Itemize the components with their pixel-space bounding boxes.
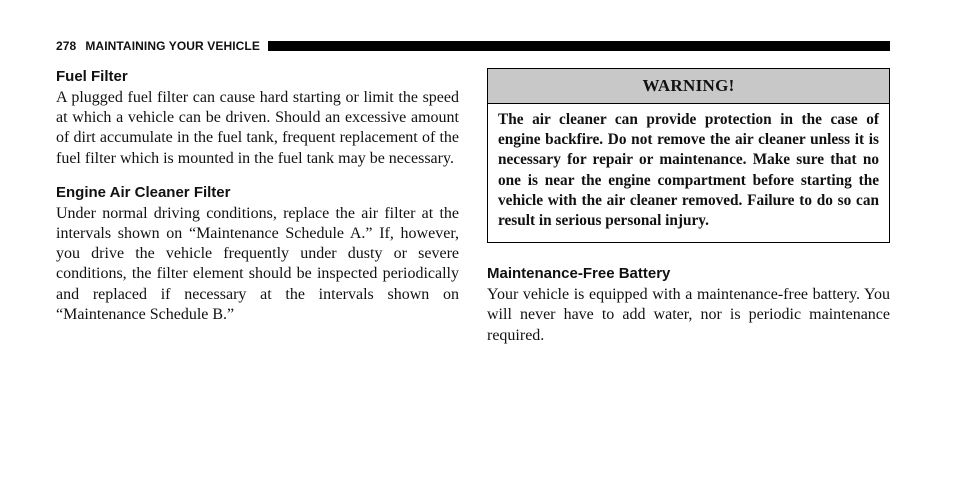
section-gap	[56, 169, 459, 182]
warning-body: The air cleaner can provide protection in the case of engine backfire. Do not remove the air cleaner unless it is necessary for repair or maintenance. Make sure that no one is near the engine compartment before starting the vehicle with the air cleaner removed. Failure to do so can result in serious personal injury.	[498, 111, 879, 230]
fuel-filter-body: A plugged fuel filter can cause hard starting or limit the speed at which a vehicle can be driven. Should an excessive amount of dirt accumulate in the fuel tank, frequent replacement of the fuel filter which is mounted in the fuel tank may be necessary.	[56, 89, 459, 167]
right-column	[487, 66, 890, 346]
page-header	[56, 38, 890, 54]
engine-air-cleaner-heading: Engine Air Cleaner Filter	[56, 183, 231, 201]
battery-body: Your vehicle is equipped with a maintenance-free battery. You will never have to add water, nor is periodic maintenance required.	[487, 286, 890, 344]
warning-box	[487, 68, 890, 243]
engine-air-cleaner-body: Under normal driving conditions, replace the air filter at the intervals shown on “Maintenance Schedule A.” If, however, you drive the vehicle frequently under dusty or severe conditions, the filter element should be inspected periodically and replaced if necessary at the intervals shown on “Maintenance Schedule B.”	[56, 204, 459, 323]
page-number: 278	[56, 39, 77, 53]
fuel-filter-section	[56, 66, 459, 169]
battery-section	[487, 263, 890, 346]
fuel-filter-heading: Fuel Filter	[56, 68, 128, 85]
engine-air-cleaner-section	[56, 182, 459, 325]
section-title: MAINTAINING YOUR VEHICLE	[85, 39, 260, 53]
left-column	[56, 66, 459, 325]
header-rule	[268, 41, 890, 51]
battery-heading: Maintenance-Free Battery	[487, 265, 671, 283]
warning-title: WARNING!	[488, 69, 889, 104]
